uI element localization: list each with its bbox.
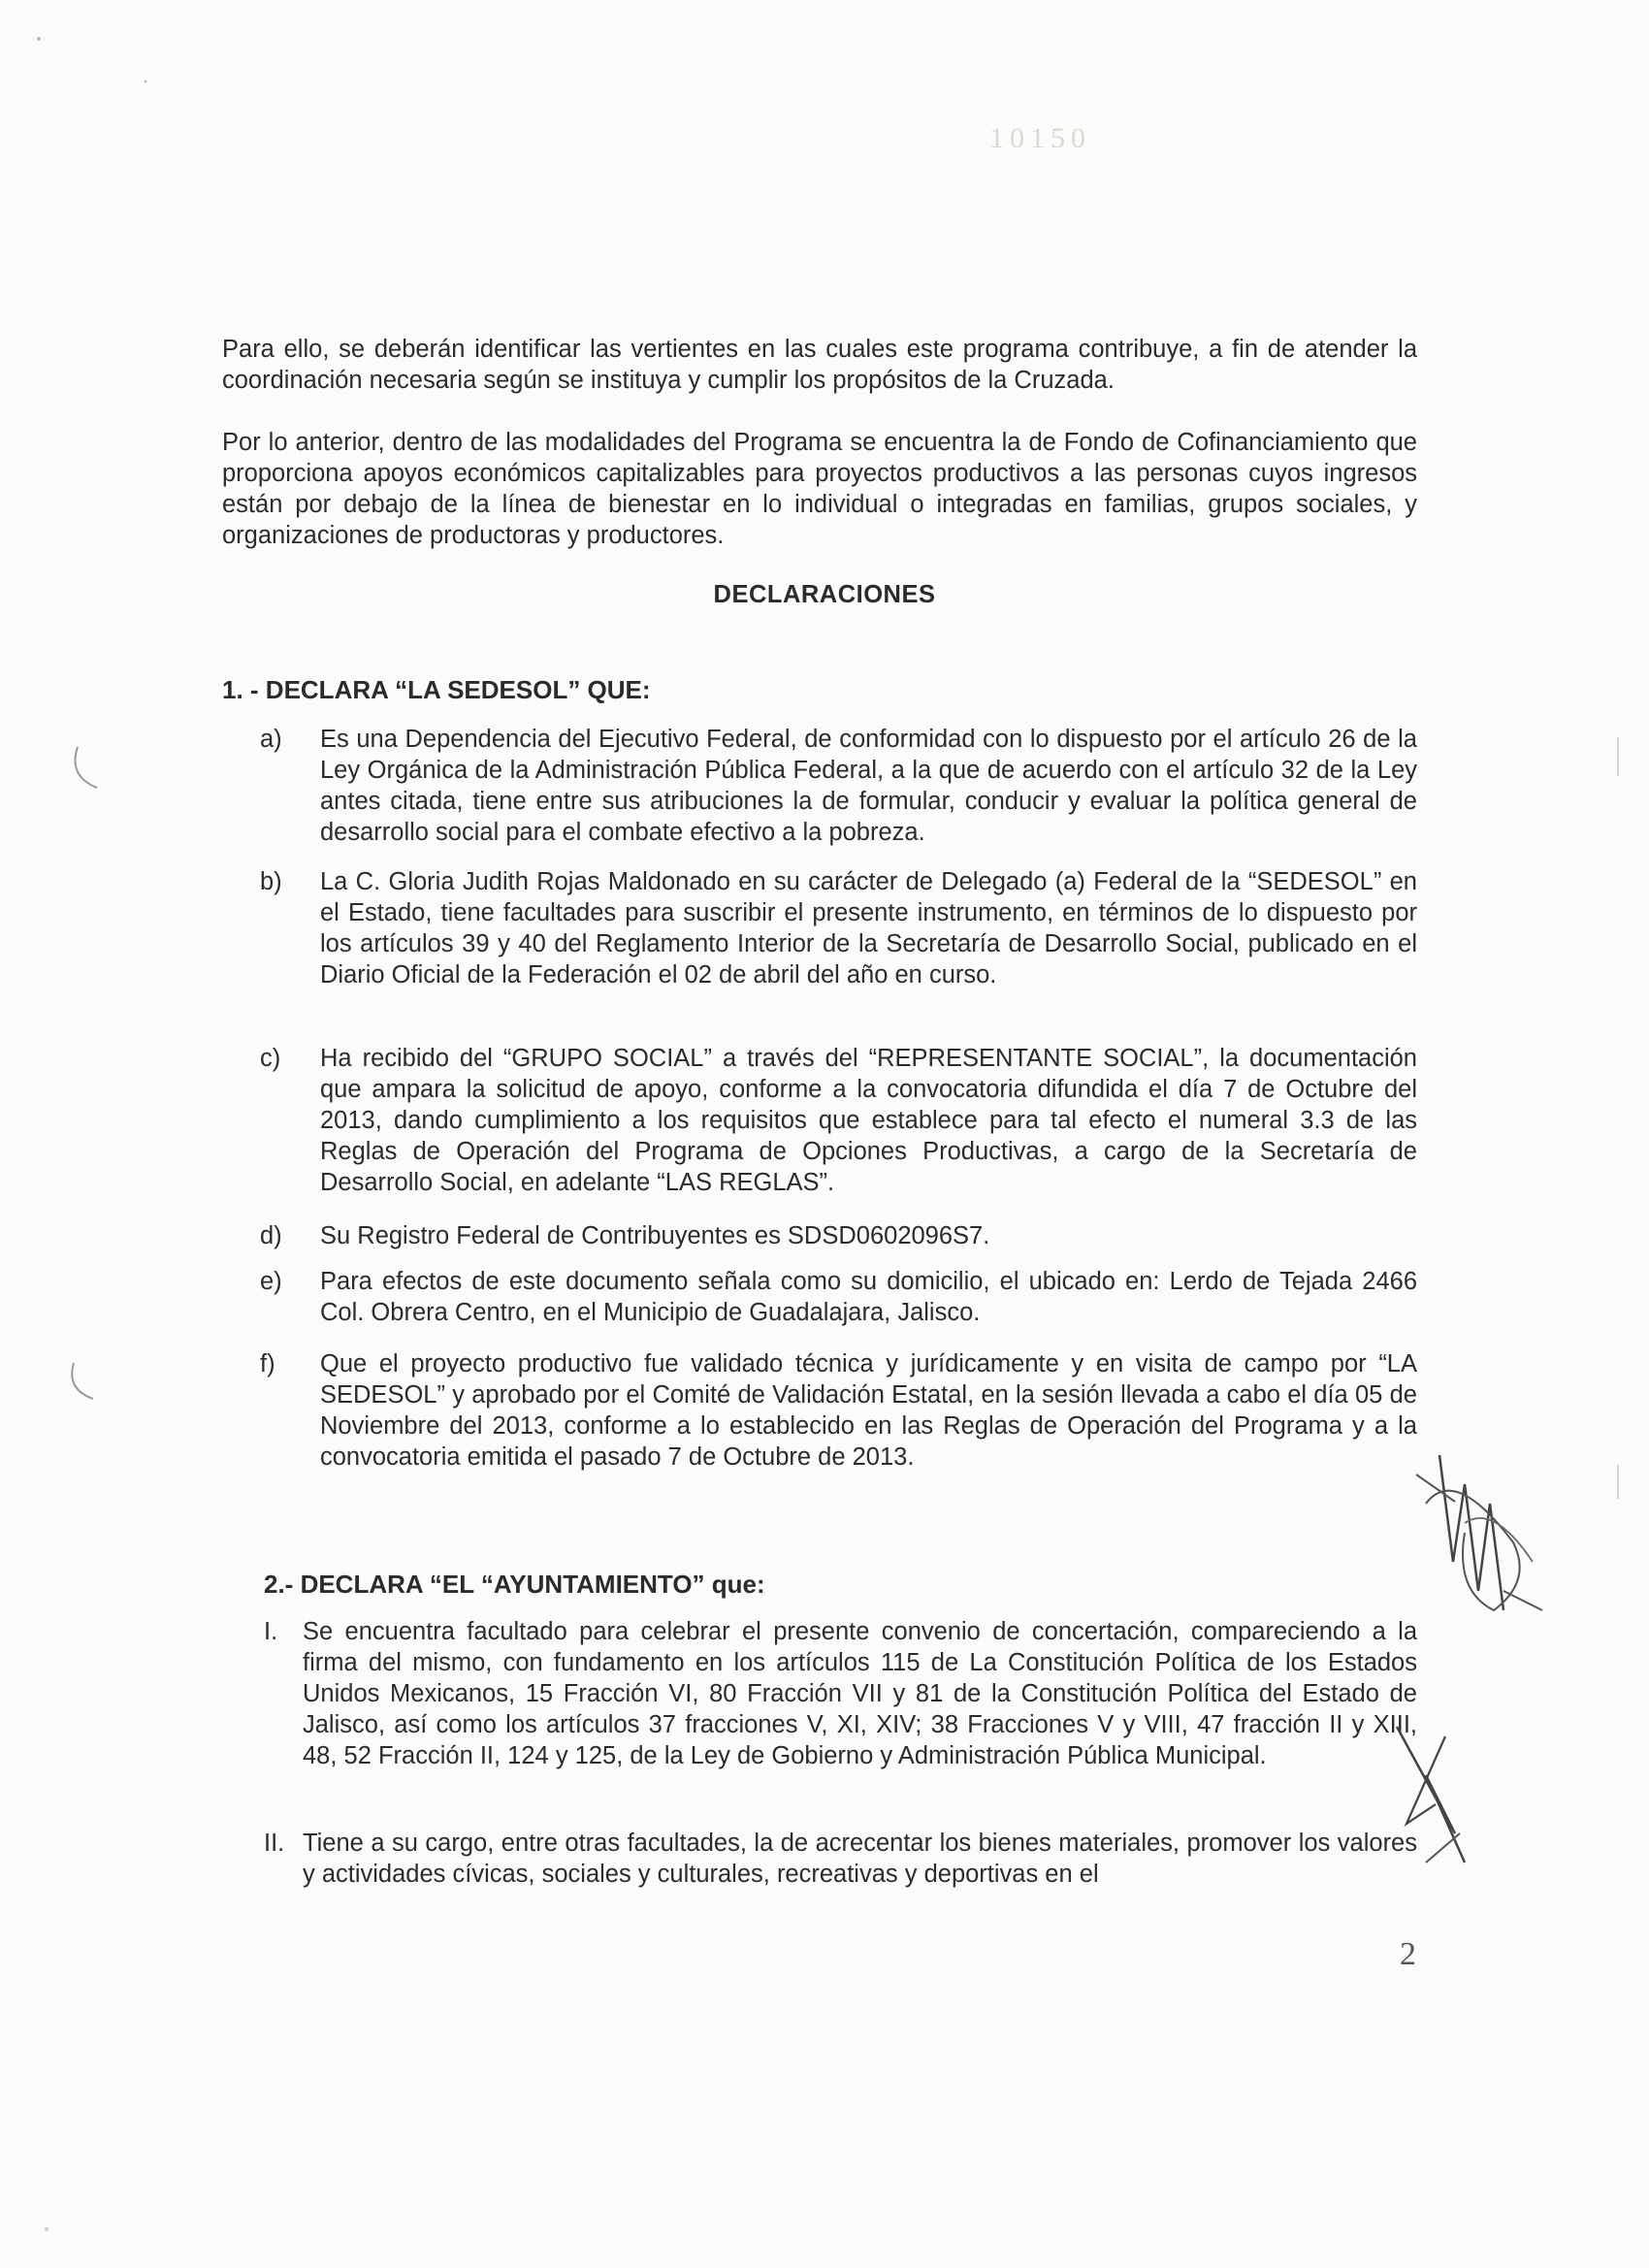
item-label: f): [260, 1350, 275, 1377]
list-item: [260, 866, 1417, 990]
list-item: [260, 724, 1417, 848]
page-number: 2: [1400, 1936, 1416, 1972]
item-text: Ha recibido del “GRUPO SOCIAL” a través del “REPRESENTANTE SOCIAL”, la documentación que ampara la solicitud de apoyo, conforme a la convocatoria difundida el día 7 de Octubre del 2013, dando cumplimiento a los requisitos que establece para tal efecto el numeral 3.3 de las Reglas de Operación del Programa de Opciones Productivas, a cargo de la Secretaría de Desarrollo Social, en adelante “LAS REGLAS”.: [320, 1045, 1417, 1196]
handwritten-initials: [1387, 1717, 1474, 1882]
item-label: d): [260, 1222, 282, 1249]
item-label: II.: [264, 1830, 285, 1857]
list-item: [260, 1043, 1417, 1198]
item-text: Tiene a su cargo, entre otras facultades, la de acrecentar los bienes materiales, promover los valores y actividades cívicas, sociales y culturales, recreativas y deportivas en el: [303, 1830, 1417, 1888]
item-label: a): [260, 726, 282, 753]
list-item: [260, 1828, 1417, 1890]
item-text: Para efectos de este documento señala como su domicilio, el ubicado en: Lerdo de Tejada 2466 Col. Obrera Centro, en el Municipio de Guadalajara, Jalisco.: [320, 1268, 1417, 1326]
list-item: [260, 1616, 1417, 1771]
list-item: [260, 1266, 1417, 1328]
faint-stamp-number: 10150: [989, 122, 1091, 154]
item-text: Se encuentra facultado para celebrar el presente convenio de concertación, compareciendo a la firma del mismo, con fundamento en los artículos 115 de La Constitución Política de los Estados Unidos Mexicanos, 15 Fracción VI, 80 Fracción VII y 81 de la Constitución Política del Estado de Jalisco, así como los artículos 37 fracciones V, XI, XIV; 38 Fracciones V y VIII, 47 fracción II y XIII, 48, 52 Fracción II, 124 y 125, de la Ley de Gobierno y Administración Pública Municipal.: [303, 1618, 1417, 1769]
item-text: La C. Gloria Judith Rojas Maldonado en su carácter de Delegado (a) Federal de la “SEDESOL” en el Estado, tiene facultades para suscribir el presente instrumento, en términos de lo dispuesto por los artículos 39 y 40 del Reglamento Interior de la Secretaría de Desarrollo Social, publicado en el Diario Oficial de la Federación el 02 de abril del año en curso.: [320, 868, 1417, 988]
list-item: [260, 1220, 1417, 1251]
section-2-title: 2.- DECLARA “EL “AYUNTAMIENTO” que:: [264, 1570, 765, 1599]
item-text: Que el proyecto productivo fue validado técnica y jurídicamente y en visita de campo por “LA SEDESOL” y aprobado por el Comité de Validación Estatal, en la sesión llevada a cabo el día 05 de Noviembre del 2013, conforme a lo establecido en las Reglas de Operación del Programa y a la convocatoria emitida el pasado 7 de Octubre de 2013.: [320, 1350, 1417, 1471]
intro-paragraph-1: Para ello, se deberán identificar las vertientes en las cuales este programa contribuye, a fin de atender la coordinación necesaria según se instituya y cumplir los propósitos de la Cruzada.: [222, 336, 1417, 394]
item-text: Su Registro Federal de Contribuyentes es SDSD0602096S7.: [320, 1222, 990, 1249]
intro-paragraph-2: Por lo anterior, dentro de las modalidades del Programa se encuentra la de Fondo de Cofinanciamiento que proporciona apoyos económicos capitalizables para proyectos productivos a las personas cuyos ingresos están por debajo de la línea de bienestar en lo individual o integradas en familias, grupos sociales, y organizaciones de productoras y productores.: [222, 429, 1417, 549]
item-label: I.: [264, 1618, 278, 1645]
list-item: [260, 1348, 1417, 1473]
item-label: c): [260, 1045, 281, 1072]
section-1-title: 1. - DECLARA “LA SEDESOL” QUE:: [222, 675, 651, 704]
item-label: e): [260, 1268, 282, 1295]
handwritten-signature: [1397, 1445, 1562, 1639]
item-text: Es una Dependencia del Ejecutivo Federal, de conformidad con lo dispuesto por el artículo 26 de la Ley Orgánica de la Administración Pública Federal, a la que de acuerdo con el artículo 32 de la Ley antes citada, tiene entre sus atribuciones la de formular, conducir y evaluar la política general de desarrollo social para el combate efectivo a la pobreza.: [320, 726, 1417, 846]
item-label: b): [260, 868, 282, 895]
declaraciones-heading: DECLARACIONES: [713, 581, 936, 608]
